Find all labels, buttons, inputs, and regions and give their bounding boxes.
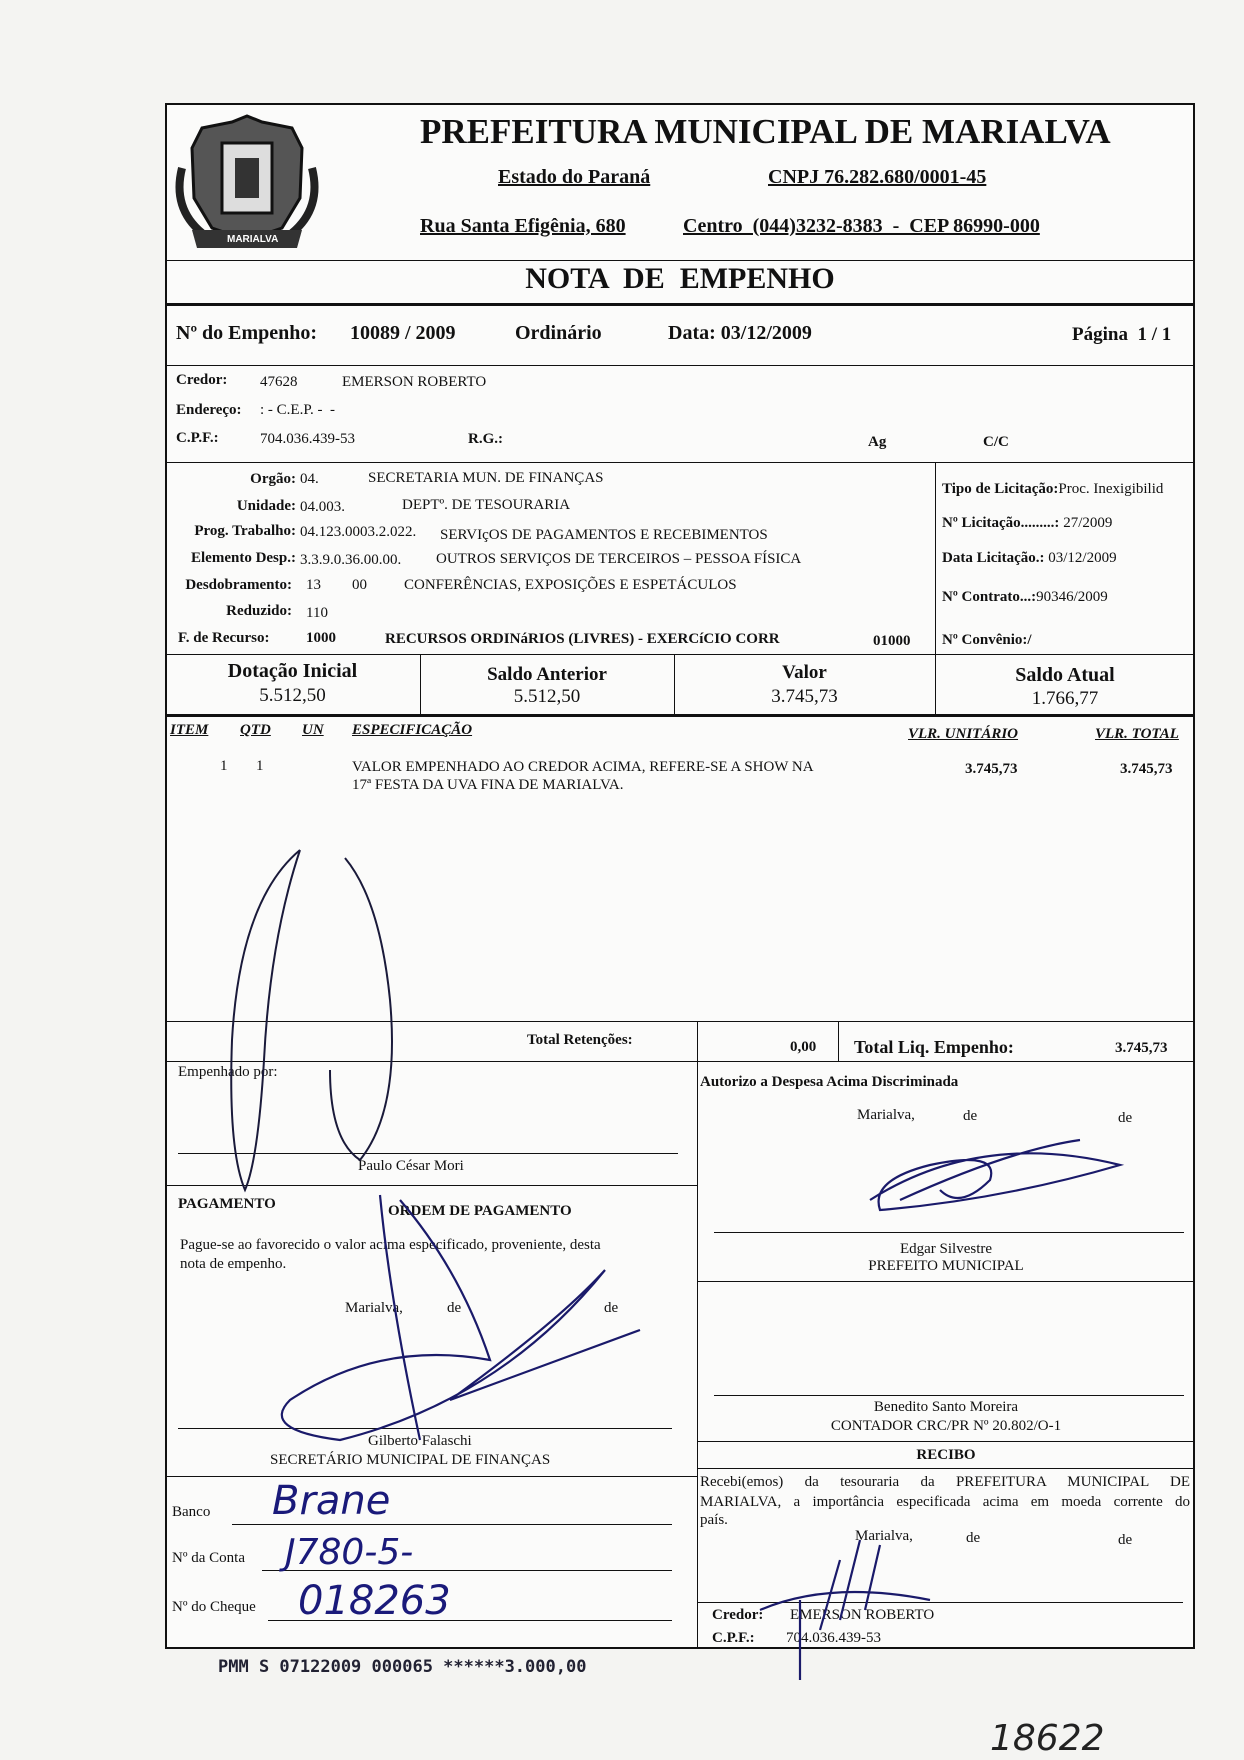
unidade-code: 04.003. [300, 499, 345, 515]
elemento-value: OUTROS SERVIÇOS DE TERCEIROS – PESSOA FÍSICA [436, 551, 802, 567]
signer-paulo: Paulo César Mori [358, 1158, 464, 1174]
col-vlr-total: VLR. TOTAL [1095, 726, 1179, 742]
total-retencoes-value: 0,00 [790, 1039, 817, 1055]
licitacao-tipo-text: Tipo de Licitação: [942, 481, 1059, 497]
valor-label: Valor [782, 662, 827, 683]
licitacao-numero-label: Nº Licitação.........: [942, 515, 1060, 531]
fonte-number: 01000 [873, 633, 911, 649]
page-number: Página 1 / 1 [1072, 324, 1172, 345]
pagamento-marialva: Marialva, [345, 1300, 403, 1316]
estado: Estado do Paraná [498, 166, 651, 188]
col-qtd: QTD [240, 722, 271, 738]
cnpj: CNPJ 76.282.680/0001-45 [768, 166, 987, 188]
autorizo-de-1: de [963, 1108, 978, 1124]
col-un: UN [302, 722, 324, 738]
recibo-cpf-value: 704.036.439-53 [786, 1630, 881, 1646]
signature-paulo [231, 850, 392, 1190]
signer-prefeito: PREFEITO MUNICIPAL [868, 1258, 1024, 1274]
item-espec-line2: 17ª FESTA DA UVA FINA DE MARIALVA. [352, 777, 624, 793]
autorizo-marialva: Marialva, [857, 1107, 915, 1123]
desdobramento-value: CONFERÊNCIAS, EXPOSIÇÕES E ESPETÁCULOS [404, 577, 737, 593]
desdobramento-b: 00 [352, 577, 367, 593]
recibo-text-1: Recebi(emos) da tesouraria da PREFEITURA MUNICIPAL DE [700, 1474, 1190, 1490]
contrato-label: Nº Contrato...: [942, 589, 1037, 605]
cheque-handwritten: 018263 [298, 1578, 451, 1624]
total-retencoes-label: Total Retenções: [527, 1032, 633, 1048]
empenho-type: Ordinário [515, 322, 602, 344]
rg-label: R.G.: [468, 431, 503, 447]
elemento-code: 3.3.9.0.36.00.00. [300, 552, 402, 568]
contrato-value: 90346/2009 [1036, 589, 1108, 605]
banco-label: Banco [172, 1504, 211, 1520]
autorizo-de-2: de [1118, 1110, 1133, 1126]
orgao-label: Orgão: [250, 471, 296, 487]
credor-code: 47628 [260, 374, 298, 390]
ordem-pagamento-label: ORDEM DE PAGAMENTO [388, 1203, 572, 1219]
desdobramento-label: Desdobramento: [185, 577, 292, 593]
item-vlr-total: 3.745,73 [1120, 761, 1173, 777]
pagamento-text-2: nota de empenho. [180, 1256, 287, 1272]
pagamento-de-1: de [447, 1300, 462, 1316]
unidade-value: DEPTº. DE TESOURARIA [402, 497, 571, 513]
prog-code: 04.123.0003.2.022. [300, 524, 417, 540]
recibo-de-1: de [966, 1530, 981, 1546]
credor-label: Credor: [176, 372, 228, 388]
ag-label: Ag [868, 434, 887, 450]
pagamento-text-1: Pague-se ao favorecido o valor acima especificado, proveniente, desta [180, 1237, 601, 1253]
dotacao-label: Dotação Inicial [227, 660, 358, 682]
unidade-label: Unidade: [236, 498, 296, 514]
recibo-text-2: MARIALVA, a importância especificada acima em moeda corrente do [700, 1494, 1190, 1510]
document-title: NOTA DE EMPENHO [525, 262, 835, 295]
cpf-value: 704.036.439-53 [260, 431, 355, 447]
signer-contador: CONTADOR CRC/PR Nº 20.802/O-1 [830, 1418, 1062, 1434]
banco-handwritten: Brane [272, 1478, 391, 1524]
saldo-atual-value: 1.766,77 [1031, 688, 1099, 709]
cpf-label: C.P.F.: [176, 430, 219, 446]
saldo-atual-label: Saldo Atual [1015, 664, 1115, 686]
recibo-cpf-label: C.P.F.: [712, 1630, 755, 1646]
licitacao-tipo-value: Proc. Inexigibilid [1058, 481, 1164, 497]
fonte-label: F. de Recurso: [178, 630, 270, 646]
empenho-number: 10089 / 2009 [350, 322, 456, 344]
recibo-marialva: Marialva, [855, 1528, 913, 1544]
fonte-code: 1000 [306, 630, 336, 646]
endereco-label: Endereço: [176, 402, 242, 418]
col-especificacao: ESPECIFICAÇÃO [352, 722, 473, 738]
empenho-date: Data: 03/12/2009 [668, 322, 812, 344]
credor-name: EMERSON ROBERTO [342, 374, 487, 390]
empenhado-por-label: Empenhado por: [178, 1064, 278, 1080]
item-number: 1 [220, 758, 228, 774]
orgao-value: SECRETARIA MUN. DE FINANÇAS [368, 470, 604, 486]
item-vlr-unitario: 3.745,73 [965, 761, 1018, 777]
reduzido-value: 110 [306, 605, 328, 621]
licitacao-data-value: 03/12/2009 [1048, 550, 1117, 566]
dotacao-value: 5.512,50 [259, 685, 326, 706]
recibo-credor-name: EMERSON ROBERTO [790, 1607, 935, 1623]
machine-stamp: PMM S 07122009 000065 ******3.000,00 [218, 1657, 587, 1677]
crest-banner-text: MARIALVA [227, 234, 279, 245]
signer-secretario: SECRETÁRIO MUNICIPAL DE FINANÇAS [270, 1452, 551, 1468]
item-espec-line1: VALOR EMPENHADO AO CREDOR ACIMA, REFERE-SE A SHOW NA [352, 759, 814, 775]
licitacao-numero-value: 27/2009 [1063, 515, 1113, 531]
col-item: ITEM [170, 722, 209, 738]
prog-label: Prog. Trabalho: [194, 523, 296, 539]
recibo-de-2: de [1118, 1532, 1133, 1548]
orgao-code: 04. [300, 471, 319, 487]
empenho-number-label: Nº do Empenho: [176, 322, 318, 344]
recibo-text-3: país. [700, 1512, 728, 1528]
conta-handwritten: J780-5- [285, 1532, 414, 1573]
elemento-label: Elemento Desp.: [191, 550, 296, 566]
pagamento-label: PAGAMENTO [178, 1196, 276, 1212]
fonte-value: RECURSOS ORDINáRIOS (LIVRES) - EXERCíCIO CORR [385, 631, 780, 647]
recibo-credor-label: Credor: [712, 1607, 764, 1623]
pagamento-de-2: de [604, 1300, 619, 1316]
endereco-value: : - C.E.P. - - [260, 402, 335, 418]
cheque-label: Nº do Cheque [172, 1599, 256, 1615]
signer-edgar: Edgar Silvestre [899, 1241, 993, 1257]
address-street: Rua Santa Efigênia, 680 [420, 215, 626, 237]
signer-benedito: Benedito Santo Moreira [873, 1399, 1019, 1415]
signature-credor [760, 1540, 930, 1680]
conta-label: Nº da Conta [172, 1550, 245, 1566]
desdobramento-a: 13 [306, 577, 321, 593]
signature-edgar [870, 1140, 1120, 1210]
total-liquido-value: 3.745,73 [1115, 1040, 1168, 1056]
signature-gilberto [282, 1195, 640, 1440]
saldo-anterior-label: Saldo Anterior [487, 664, 607, 685]
reduzido-label: Reduzido: [226, 603, 292, 619]
prog-value: SERVIçOS DE PAGAMENTOS E RECEBIMENTOS [440, 527, 768, 543]
saldo-anterior-value: 5.512,50 [513, 686, 581, 707]
convenio-label: Nº Convênio:/ [942, 632, 1032, 648]
signer-gilberto: Gilberto Falaschi [368, 1433, 472, 1449]
handwritten-protocol-number: 18622 [990, 1718, 1105, 1759]
licitacao-data-label: Data Licitação.: [942, 550, 1045, 566]
recibo-title: RECIBO [916, 1447, 976, 1463]
total-liquido-label: Total Liq. Empenho: [854, 1037, 1014, 1057]
valor-value: 3.745,73 [771, 686, 838, 707]
col-vlr-unitario: VLR. UNITÁRIO [908, 726, 1019, 742]
item-qtd: 1 [256, 758, 264, 774]
page-title: PREFEITURA MUNICIPAL DE MARIALVA [420, 112, 1111, 151]
autorizo-label: Autorizo a Despesa Acima Discriminada [700, 1074, 959, 1090]
address-contact: Centro (044)3232-8383 - CEP 86990-000 [683, 215, 1040, 237]
cc-label: C/C [983, 434, 1009, 450]
